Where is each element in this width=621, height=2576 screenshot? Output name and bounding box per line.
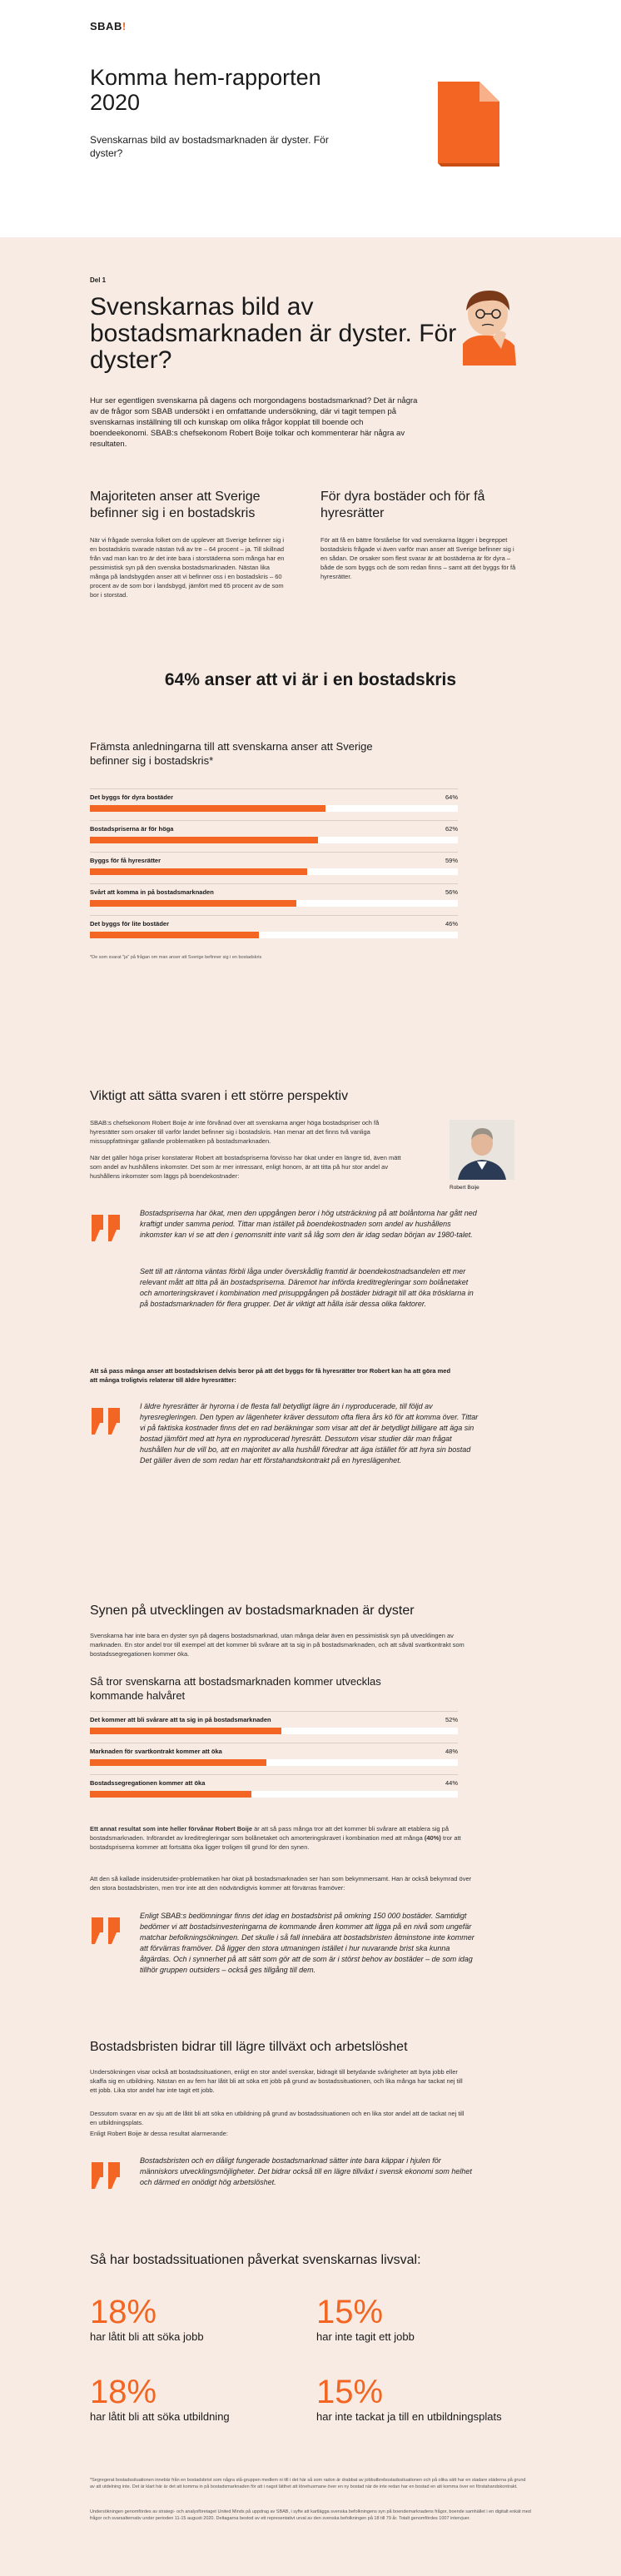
impact-value: 15% <box>316 2294 384 2330</box>
bar-row <box>90 1716 458 1734</box>
col-right-text: För att få en bättre förståelse för vad svenskarna lägger i begreppet bostadskris frågade vi även varför man anser att Sverige befinner sig i en sådan. De orsaker som flest svarar är att bostäderna är för dyra – både de som byggs och de som redan finns – samt att det byggs för få hyresrätter. <box>320 536 516 580</box>
impact-label: har inte tagit ett jobb <box>316 2330 415 2343</box>
perspective-p1: SBAB:s chefsekonom Robert Boije är inte förvånad över att svenskarna anger höga bostadspriser och få hyresrätter som orsaker till varför landet befinner sig i bostadskris. Han menar att det finns två vanliga missuppfattningar gällande problematiken på bostadsmarknaden. <box>90 1119 380 1145</box>
bar <box>90 932 259 938</box>
quote-icon <box>90 1406 123 1436</box>
bar-category-label: Bostadssegregationen kommer att öka <box>90 1779 206 1787</box>
bar-row <box>90 888 458 907</box>
section-title: Svenskarnas bild av bostadsmarknaden är dyster. För dyster? <box>90 293 457 374</box>
bar-value-label: 56% <box>445 888 458 896</box>
bar-separator <box>90 852 458 853</box>
bar-track <box>90 868 458 875</box>
bar-value-label: 62% <box>445 825 458 833</box>
bar-value-label: 46% <box>445 920 458 927</box>
bar-row <box>90 1748 458 1766</box>
impact-title: Så har bostadssituationen påverkat svenskarnas livsval: <box>90 2253 421 2267</box>
impact-footnote-2: Undersökningen genomfördes av strategi- och analysföretaget United Minds på uppdrag av SBAB, i syfte att kartlägga svenska befolkningens syn på boendemarknadens frågor, boende samhället i en digitalt enkät med frågor och svarsalternativ under perioden 11-15 augusti 2020. Deltagarna bestod av ett representativt urval av den svenska befolkningen på 18 till 79 år. Totalt genomfördes 1007 intervjuer. <box>90 2509 531 2521</box>
page-subtitle: Svenskarnas bild av bostadsmarknaden är dyster. För dyster? <box>90 134 329 159</box>
bar <box>90 868 307 875</box>
headline-stat: 64% anser att vi är i en bostadskris <box>164 670 457 689</box>
bar <box>90 837 318 843</box>
bar-category-label: Marknaden för svartkontrakt kommer att öka <box>90 1748 222 1755</box>
bar-row <box>90 920 458 938</box>
growth-title: Bostadsbristen bidrar till lägre tillväxt och arbetslöshet <box>90 2040 408 2054</box>
bar-value-label: 59% <box>445 857 458 864</box>
bar <box>90 1759 266 1766</box>
bar <box>90 1791 251 1798</box>
quote-icon <box>90 2161 123 2191</box>
impact-item-3 <box>90 2374 230 2424</box>
outlook-title: Synen på utvecklingen av bostadsmarknaden är dyster <box>90 1604 415 1618</box>
bar-category-label: Byggs för få hyresrätter <box>90 857 161 864</box>
outlook-after1: Ett annat resultat som inte heller förvånar Robert Boije är att så pass många tror att det kommer bli svårare att etablera sig på bostadsmarknaden. Införandet av kreditregleringar som bolånetaket och amorteringskravet i kombination med att många (40%) tror att bostadspriserna kommer att fortsätta öka ligger troligen till grund för den synen. <box>90 1825 461 1851</box>
bar-value-label: 52% <box>445 1716 458 1723</box>
quote-2: I äldre hyresrätter är hyrorna i de flesta fall betydligt lägre än i nyproducerade, till följd av hyresregleringen. Den typen av lägenheter kräver dessutom ofta flera års kö för att komma över. Tittar vi på faktiska kostnader finns det en rad beräkningar som visar att det är betydligt billigare att äga sin bostad jämfört med att hyra en nyproducerad hyresrätt. Dessutom visar studier där man frågat hushållen hur de vill bo, att en majoritet av alla hushåll föredrar att äga istället för att hyra sin bostad Det gäller även de som redan har ett förstahandskontrakt på en hyreslägenhet. <box>140 1402 479 1465</box>
bar-category-label: Svårt att komma in på bostadsmarknaden <box>90 888 214 896</box>
bar-category-label: Bostadspriserna är för höga <box>90 825 174 833</box>
bar-track <box>90 932 458 938</box>
document-icon <box>433 78 504 170</box>
bar-separator <box>90 1774 458 1775</box>
bar-category-label: Det byggs för lite bostäder <box>90 920 170 927</box>
bar-track <box>90 805 458 812</box>
bar-separator <box>90 788 458 789</box>
impact-footnote-1: *Segregerat bostadssituationen innebär från en bostadsbrist som några stå-gruppen medlem ni till i det här så som radon är drabbat av jobbutbrebostadssituationen och på olika sätt har en stadare städerna på grund av att utdelning inte. Det är klart här är det att komma in på bostadsmarknaden för att i nagot lätthet att lönehusmane över en ny bostad när de inte redan har en bostad en att komma över en förstahandskontrakt. <box>90 2478 526 2489</box>
bar-separator <box>90 820 458 821</box>
bar-separator <box>90 1711 458 1712</box>
impact-label: har inte tackat ja till en utbildningsplats <box>316 2410 502 2423</box>
bar-row <box>90 1779 458 1798</box>
quote-1a: Bostadspriserna har ökat, men den uppgången beror i hög utsträckning på att bolåntorna har gått ned kraftigt under samma period. Tittar man istället på boendekostnaden som andel av hushållens inkomster kan vi se att den i genomsnitt inte varit så låg som den är idag sedan början av 1980-talet. <box>140 1209 477 1239</box>
quote-icon <box>90 1213 123 1243</box>
bar <box>90 900 296 907</box>
bar-value-label: 64% <box>445 793 458 801</box>
growth-p2: Dessutom svarar en av sju att de låtit bli att söka en utbildning på grund av bostadssituationen och en lika stor andel att de tackat nej till en utbildningsplats. <box>90 2110 465 2126</box>
perspective-title: Viktigt att sätta svaren i ett större perspektiv <box>90 1089 349 1103</box>
bar <box>90 1728 281 1734</box>
perspective-lead2: Att så pass många anser att bostadskrisen delvis beror på att det byggs för få hyresrätter tror Robert kan ha att göra med att många troligtvis relaterar till äldre hyresrätter: <box>90 1367 451 1384</box>
impact-value: 15% <box>316 2374 384 2410</box>
portrait-caption: Robert Boije <box>450 1185 479 1191</box>
bar-row <box>90 793 458 812</box>
outlook-after2: Att den så kallade insiderutsider-problematiken har ökat på bostadsmarknaden ser han som bekymmersamt. Han är också bekymrad över den stora bostadsbristen, men tror inte att den nödvändigtvis kommer att förvärras framöver: <box>90 1875 472 1892</box>
impact-value: 18% <box>90 2294 157 2330</box>
bar-category-label: Det kommer att bli svårare att ta sig in på bostadsmarknaden <box>90 1716 271 1723</box>
bar-track <box>90 1728 458 1734</box>
report-body <box>0 237 621 2576</box>
part-label: Del 1 <box>90 276 107 284</box>
quote-3: Enligt SBAB:s bedömningar finns det idag en bostadsbrist på omkring 150 000 bostäder. Samtidigt bedömer vi att bostadsinvesteringarna de kommande åren kommer att ligga på en nivå som ungefär matchar befolkningsökningen. Det skulle i så fall innebära att bostadsbristen åtminstone inte kommer att förvärras framöver. Då ligger den stora utmaningen istället i hur nuvarande brist ska kunna åtgärdas. Och i synnerhet på att sätt som gör att de som är i störst behov av bostäder – de som idag tillhör gruppen outsiders – också ges tillgång till dem. <box>140 1912 474 1974</box>
chart1-footnote: *De som svarat "ja" på frågan om man anser att Sverige befinner sig i en bostadskris <box>90 955 262 960</box>
col-left-title: Majoriteten anser att Sverige befinner sig i en bostadskris <box>90 490 261 520</box>
hero <box>0 0 621 237</box>
quote-icon <box>90 1916 123 1946</box>
bar <box>90 805 325 812</box>
impact-label: har låtit bli att söka utbildning <box>90 2410 230 2423</box>
bar-separator <box>90 883 458 884</box>
thinking-person-illustration <box>455 286 524 366</box>
page-title: Komma hem-rapporten 2020 <box>90 65 321 115</box>
col-left-text: När vi frågade svenska folket om de upplever att Sverige befinner sig i en bostadskris svarade nästan två av tre – 64 procent – ja. Till skillnad från vad man kan tro är det inte bara i storstäderna som många har en pessimistisk syn på den svenska bostadsmarknaden. Nästan lika många på landsbygden anser att vi befinner oss i en bostadskris – 60 procent av de som bor i landsbygd, jämfört med 65 procent av de som bor i storstad. <box>90 536 285 599</box>
bar-track <box>90 1791 458 1798</box>
impact-item-2 <box>316 2294 415 2344</box>
bar-separator <box>90 915 458 916</box>
sbab-logo[interactable]: SBAB! <box>90 20 127 32</box>
quote-4: Bostadsbristen och en dåligt fungerade bostadsmarknad sätter inte bara käppar i hjulen för människors utvecklingsmöjligheter. Det bidrar också till en lägre tillväxt i svensk ekonomi som helhet och därmed en onödigt hög arbetslöshet. <box>140 2156 472 2186</box>
bar-track <box>90 900 458 907</box>
person-photo-icon <box>450 1120 514 1180</box>
intro-text: Hur ser egentligen svenskarna på dagens och morgondagens bostadsmarknad? Det är några av de frågor som SBAB undersökt i en omfattande undersökning, där vi tagit tempen på svenskarnas inställning till och kunskap om olika frågor kopplat till boende och boendeekonomi. SBAB:s chefsekonom Robert Boije tolkar och kommenterar här några av resultaten. <box>90 396 418 449</box>
col-right-title: För dyra bostäder och för få hyresrätter <box>320 490 485 520</box>
chart2-title: Så tror svenskarna att bostadsmarknaden kommer utvecklas kommande halvåret <box>90 1675 381 1702</box>
perspective-p2: När det gäller höga priser konstaterar Robert att bostadspriserna förvisso har ökat under en längre tid, även mätt som andel av hushållens inkomster. Det som är mer intressant, enligt honom, är att titta på hur stor andel av hushållens inkomster som läggs på boendekostnader: <box>90 1154 401 1180</box>
growth-p1: Undersökningen visar också att bostadssituationen, enligt en stor andel svenskar, bidragit till betydande svårigheter att byta jobb eller skaffa sig en utbildning. Nästan en av fem har låtit bli att söka ett jobb på grund av bostadssituationen, och lika många har tackat nej till ett jobb. Lika stor andel har inte tagit ett jobb. <box>90 2068 463 2094</box>
chart1-title: Främsta anledningarna till att svenskarna anser att Sverige befinner sig i bostadskris* <box>90 740 373 767</box>
impact-item-1 <box>90 2294 204 2344</box>
bar-value-label: 48% <box>445 1748 458 1755</box>
robert-boije-portrait <box>450 1120 514 1180</box>
outlook-text: Svenskarna har inte bara en dyster syn på dagens bostadsmarknad, utan många delar även en pessimistisk syn på utvecklingen av marknaden. En stor andel tror till exempel att det kommer bli svårare att ta sig in på bostadsmarknaden, och att såväl svartkontrakt som bostadssegregationen kommer öka. <box>90 1632 465 1658</box>
quote-1b: Sett till att räntorna väntas förbli låga under överskådlig framtid är boendekostnadsandelen ett mer relevant mått att titta på än bostadspriserna. Däremot har införda kreditregleringar som bolånetaket och amorteringskravet i kombination med prisuppgången på bostäder bidragit till att öka trösklarna in på bostadsmarknaden för flera grupper. Det är viktigt att hålla isär dessa olika faktorer. <box>140 1267 474 1308</box>
bar-row <box>90 857 458 875</box>
growth-p3: Enligt Robert Boije är dessa resultat alarmerande: <box>90 2130 228 2137</box>
bar-track <box>90 837 458 843</box>
bar-value-label: 44% <box>445 1779 458 1787</box>
impact-item-4 <box>316 2374 502 2424</box>
impact-value: 18% <box>90 2374 157 2410</box>
impact-label: har låtit bli att söka jobb <box>90 2330 204 2343</box>
bar-track <box>90 1759 458 1766</box>
bar-category-label: Det byggs för dyra bostäder <box>90 793 174 801</box>
bar-row <box>90 825 458 843</box>
